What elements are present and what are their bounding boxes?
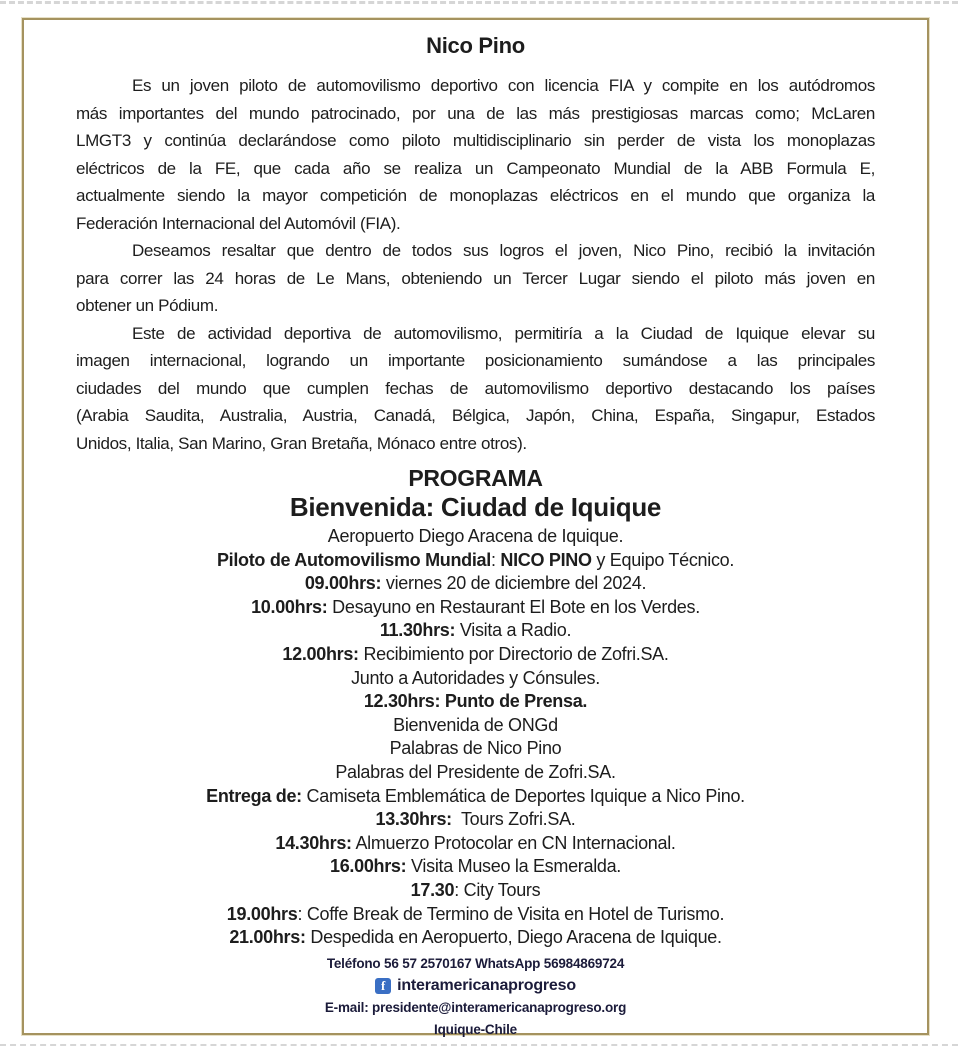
program-line-bold-segment: 14.30hrs:: [275, 832, 352, 853]
facebook-icon: f: [375, 978, 391, 994]
paragraph-line: para correr las 24 horas de Le Mans, obteniendo un Tercer Lugar siendo el piloto más joven en: [76, 268, 875, 288]
program-line: [76, 572, 875, 596]
program-line-bold-segment: 16.00hrs:: [329, 856, 407, 877]
scan-edge-top: [0, 1, 958, 4]
program-line-segment: Visita a Radio.: [455, 620, 572, 641]
program-line-bold-segment: 12.00hrs:: [282, 643, 359, 664]
program-line-segment: Despedida en Aeropuerto, Diego Aracena de Iquique.: [305, 927, 722, 948]
program-line: [76, 926, 875, 950]
footer: [76, 953, 875, 1041]
program-line-bold-segment: 10.00hrs:: [251, 596, 328, 617]
program-line-segment: : Coffe Break de Termino de Visita en Hotel de Turismo.: [297, 903, 725, 924]
program-line-segment: Palabras del Presidente de Zofri.SA.: [335, 761, 616, 782]
paragraph-line: actualmente siendo la mayor competición de monoplazas eléctricos en el mundo que organiza la: [76, 186, 875, 205]
paragraphs: [76, 72, 875, 457]
program-line-segment: Desayuno en Restaurant El Bote en los Verdes.: [327, 596, 700, 617]
program-line-bold-segment: Entrega de:: [206, 785, 302, 806]
program-line: [76, 643, 875, 667]
program-line-segment: y Equipo Técnico.: [591, 549, 735, 570]
paragraph-line: Este de actividad deportiva de automovilismo, permitiría a la Ciudad de Iquique elevar su: [132, 323, 875, 343]
paragraph-line: Es un joven piloto de automovilismo deportivo con licencia FIA y compite en los autódromos: [132, 76, 875, 95]
paragraph: [76, 237, 875, 320]
program-line: [76, 549, 875, 573]
page-border-frame: [22, 18, 929, 1035]
program-line: [76, 714, 875, 738]
program-line-bold-segment: 19.00hrs: [226, 903, 298, 924]
program-line: [76, 619, 875, 643]
program-line-segment: Visita Museo la Esmeralda.: [406, 856, 622, 877]
program-line: [76, 832, 875, 856]
footer-location: Iquique-Chile: [434, 1021, 517, 1037]
page-content: [24, 20, 927, 1037]
paragraph-line: (Arabia Saudita, Australia, Austria, Canadá, Bélgica, Japón, China, España, Singapur, Estados: [76, 406, 875, 425]
program-section: [76, 464, 875, 950]
page-title: Nico Pino: [426, 33, 525, 58]
program-line-bold-segment: 17.30: [410, 879, 455, 900]
paragraph-line: Unidos, Italia, San Marino, Gran Bretaña, Mónaco entre otros).: [76, 433, 527, 453]
program-line: [76, 808, 875, 832]
paragraph: [76, 72, 875, 237]
program-line: [76, 596, 875, 620]
program-line-bold-segment: Piloto de Automovilismo Mundial: [216, 549, 491, 570]
program-line-segment: Palabras de Nico Pino: [389, 738, 562, 759]
program-line-segment: :: [490, 549, 501, 570]
program-line-segment: Aeropuerto Diego Aracena de Iquique.: [327, 526, 624, 546]
scan-edge-bottom: [0, 1044, 958, 1046]
program-line-bold-segment: 12.30hrs: Punto de Prensa.: [363, 691, 588, 712]
program-line-segment: : City Tours: [454, 879, 541, 900]
program-subheading: Bienvenida: Ciudad de Iquique: [289, 492, 662, 522]
program-line-bold-segment: 13.30hrs:: [375, 809, 452, 830]
facebook-handle: interamericanaprogreso: [397, 976, 576, 994]
program-line: [76, 690, 875, 714]
program-line-segment: Almuerzo Protocolar en CN Internacional.: [351, 832, 676, 853]
program-line: [76, 667, 875, 691]
paragraph-line: obtener un Pódium.: [76, 296, 219, 315]
program-line: [76, 903, 875, 927]
program-line-segment: Bienvenida de ONGd: [393, 714, 558, 735]
footer-email-line: E-mail: presidente@interamericanaprogreso.org: [324, 999, 627, 1015]
paragraph-line: ciudades del mundo que cumplen fechas de automovilismo deportivo destacando los países: [76, 378, 875, 398]
program-line: [76, 525, 875, 549]
program-heading: PROGRAMA: [408, 465, 543, 491]
program-line: [76, 737, 875, 761]
program-lines: [76, 525, 875, 950]
program-line: [76, 761, 875, 785]
program-line-segment: Camiseta Emblemática de Deportes Iquique a Nico Pino.: [301, 785, 745, 806]
paragraph-line: Deseamos resaltar que dentro de todos sus logros el joven, Nico Pino, recibió la invitación: [132, 241, 875, 260]
program-line-bold-segment: 11.30hrs:: [379, 620, 456, 641]
program-line-segment: Junto a Autoridades y Cónsules.: [351, 667, 600, 688]
paragraph: [76, 320, 875, 458]
program-line: [76, 879, 875, 903]
footer-facebook-row: [76, 975, 875, 997]
paragraph-line: Federación Internacional del Automóvil (FIA).: [76, 213, 401, 233]
paragraph-line: más importantes del mundo patrocinado, por una de las más prestigiosas marcas como; McLaren: [76, 103, 875, 123]
program-line-bold-segment: 09.00hrs:: [304, 573, 382, 594]
program-line-segment: Recibimiento por Directorio de Zofri.SA.: [358, 643, 669, 664]
footer-phone-line: Teléfono 56 57 2570167 WhatsApp 56984869724: [326, 955, 625, 971]
paragraph-line: LMGT3 y continúa declarándose como piloto multidisciplinario sin perder de vista los monoplazas: [76, 131, 875, 150]
program-line-segment: viernes 20 de diciembre del 2024.: [381, 573, 647, 594]
program-line-bold-segment: NICO PINO: [500, 549, 592, 570]
paragraph-line: imagen internacional, logrando un importante posicionamiento sumándose a las principales: [76, 351, 875, 370]
program-line-bold-segment: 21.00hrs:: [229, 927, 306, 948]
paragraph-line: eléctricos de la FE, que cada año se realiza un Campeonato Mundial de la ABB Formula E,: [76, 158, 875, 178]
program-line: [76, 855, 875, 879]
program-line-segment: Tours Zofri.SA.: [451, 809, 576, 830]
program-line: [76, 785, 875, 809]
